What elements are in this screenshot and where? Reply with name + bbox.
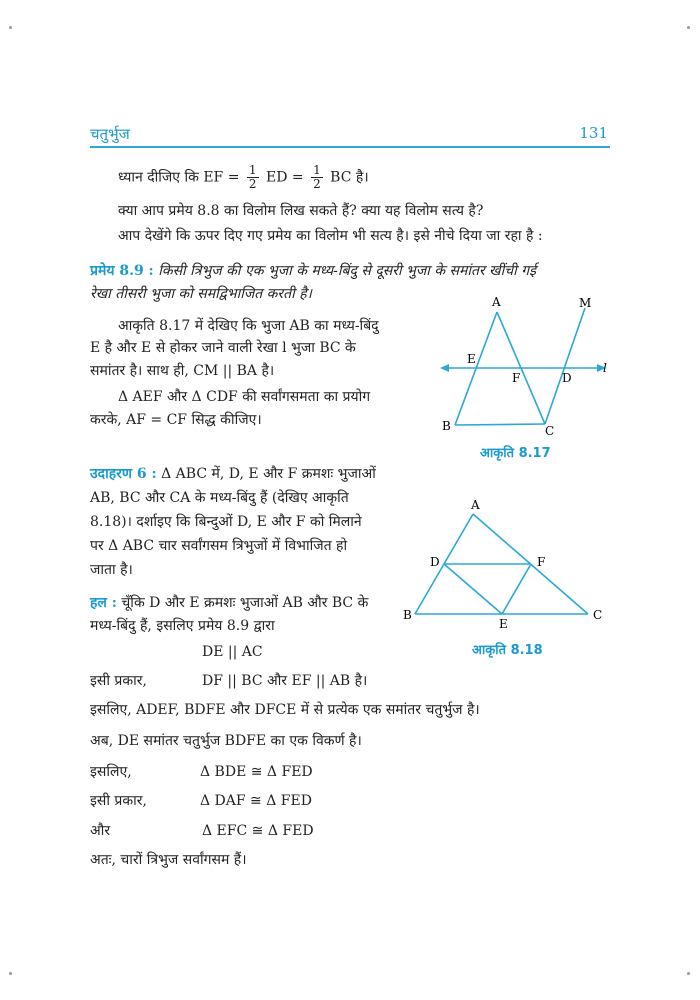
label-a: A <box>471 498 480 512</box>
label-e: E <box>467 352 476 366</box>
solution-line-9a: और <box>90 823 111 839</box>
solution-line-6: अब, DE समांतर चतुर्भुज BDFE का एक विकर्ण है। <box>90 733 362 749</box>
corner-mark <box>687 26 690 29</box>
solution-line-5: इसलिए, ADEF, BDFE और DFCE में से प्रत्येक एक समांतर चतुर्भुज है। <box>90 702 480 718</box>
solution-line-2: मध्य-बिंदु हैं, इसलिए प्रमेय 8.9 द्वारा <box>90 618 275 634</box>
solution-line-8a: इसी प्रकार, <box>90 793 147 809</box>
intro-line-2: क्या आप प्रमेय 8.8 का विलोम लिख सकते हैं? क्या यह विलोम सत्य है? <box>118 203 484 219</box>
figure-8-17-caption: आकृति 8.17 <box>480 446 551 461</box>
segment-de <box>444 564 502 614</box>
proof-line-5: करके, AF = CF सिद्ध कीजिए। <box>90 412 262 428</box>
figure-8-18 <box>398 496 613 631</box>
line-cm <box>545 308 585 424</box>
solution-line-1: हल : चूँकि D और E क्रमशः भुजाओं AB और BC के <box>90 595 369 611</box>
theorem-line-1: प्रमेय 8.9 : किसी त्रिभुज की एक भुजा के मध्य-बिंदु से दूसरी भुजा के समांतर खींची गई <box>90 263 536 279</box>
fraction-half-2: $\frac{1}{2}$ <box>313 163 321 191</box>
proof-line-2: E है और E से होकर जाने वाली रेखा l भुजा BC के <box>90 340 356 356</box>
solution-line-4b: DF || BC और EF || AB है। <box>202 673 368 689</box>
label-f: F <box>512 371 521 385</box>
intro-line-3: आप देखेंगे कि ऊपर दिए गए प्रमेय का विलोम भी सत्य है। इसे नीचे दिया जा रहा है : <box>118 228 543 244</box>
label-l: l <box>603 361 607 375</box>
example-line-1: उदाहरण 6 : Δ ABC में, D, E और F क्रमशः भुजाओं <box>90 466 376 482</box>
label-d: D <box>562 371 572 385</box>
label-m: M <box>579 296 592 310</box>
figure-8-17 <box>430 292 620 442</box>
solution-line-4a: इसी प्रकार, <box>90 673 147 689</box>
intro-line-1: ध्यान दीजिए कि EF = $\frac{1}{2}$ ED = $\frac{1}{2}$ BC है। <box>118 163 369 191</box>
theorem-line-2: रेखा तीसरी भुजा को समद्विभाजित करती है। <box>90 286 312 302</box>
label-d: D <box>430 555 440 569</box>
side-bc <box>455 424 545 425</box>
theorem-label: प्रमेय 8.9 : <box>90 263 154 279</box>
segment-ef <box>502 564 531 614</box>
solution-label: हल : <box>90 595 117 611</box>
chapter-title: चतुर्भुज <box>90 125 130 143</box>
solution-line-9b: Δ EFC ≅ Δ FED <box>202 823 314 839</box>
solution-line-7a: इसलिए, <box>90 764 132 780</box>
figure-8-18-caption: आकृति 8.18 <box>472 643 543 658</box>
proof-line-1: आकृति 8.17 में देखिए कि भुजा AB का मध्य-बिंदु <box>118 318 379 334</box>
page-number: 131 <box>579 124 608 142</box>
corner-mark <box>687 972 690 975</box>
label-b: B <box>442 419 451 433</box>
label-c: C <box>593 608 603 622</box>
proof-line-3: समांतर है। साथ ही, CM || BA है। <box>90 363 275 379</box>
label-a: A <box>492 295 501 309</box>
example-label: उदाहरण 6 : <box>90 466 157 482</box>
solution-line-3: DE || AC <box>202 644 263 660</box>
corner-mark <box>9 26 12 29</box>
solution-line-8b: Δ DAF ≅ Δ FED <box>200 793 312 809</box>
page-header <box>90 124 610 148</box>
example-line-3: 8.18)। दर्शाइए कि बिन्दुओं D, E और F को मिलाने <box>90 514 362 530</box>
label-f: F <box>537 555 546 569</box>
example-line-5: जाता है। <box>90 562 133 578</box>
label-c: C <box>545 424 555 438</box>
solution-line-10: अतः, चारों त्रिभुज सर्वांगसम हैं। <box>90 852 247 868</box>
label-e: E <box>499 617 508 631</box>
label-b: B <box>403 608 412 622</box>
fraction-half-1: $\frac{1}{2}$ <box>248 163 257 191</box>
proof-line-4: Δ AEF और Δ CDF की सर्वांगसमता का प्रयोग <box>118 389 371 405</box>
line-l-arrow-left <box>440 364 449 372</box>
corner-mark <box>9 972 12 975</box>
example-line-4: पर Δ ABC चार सर्वांगसम त्रिभुजों में विभाजित हो <box>90 538 348 554</box>
example-line-2: AB, BC और CA के मध्य-बिंदु हैं (देखिए आकृति <box>90 490 349 506</box>
solution-line-7b: Δ BDE ≅ Δ FED <box>200 764 313 780</box>
